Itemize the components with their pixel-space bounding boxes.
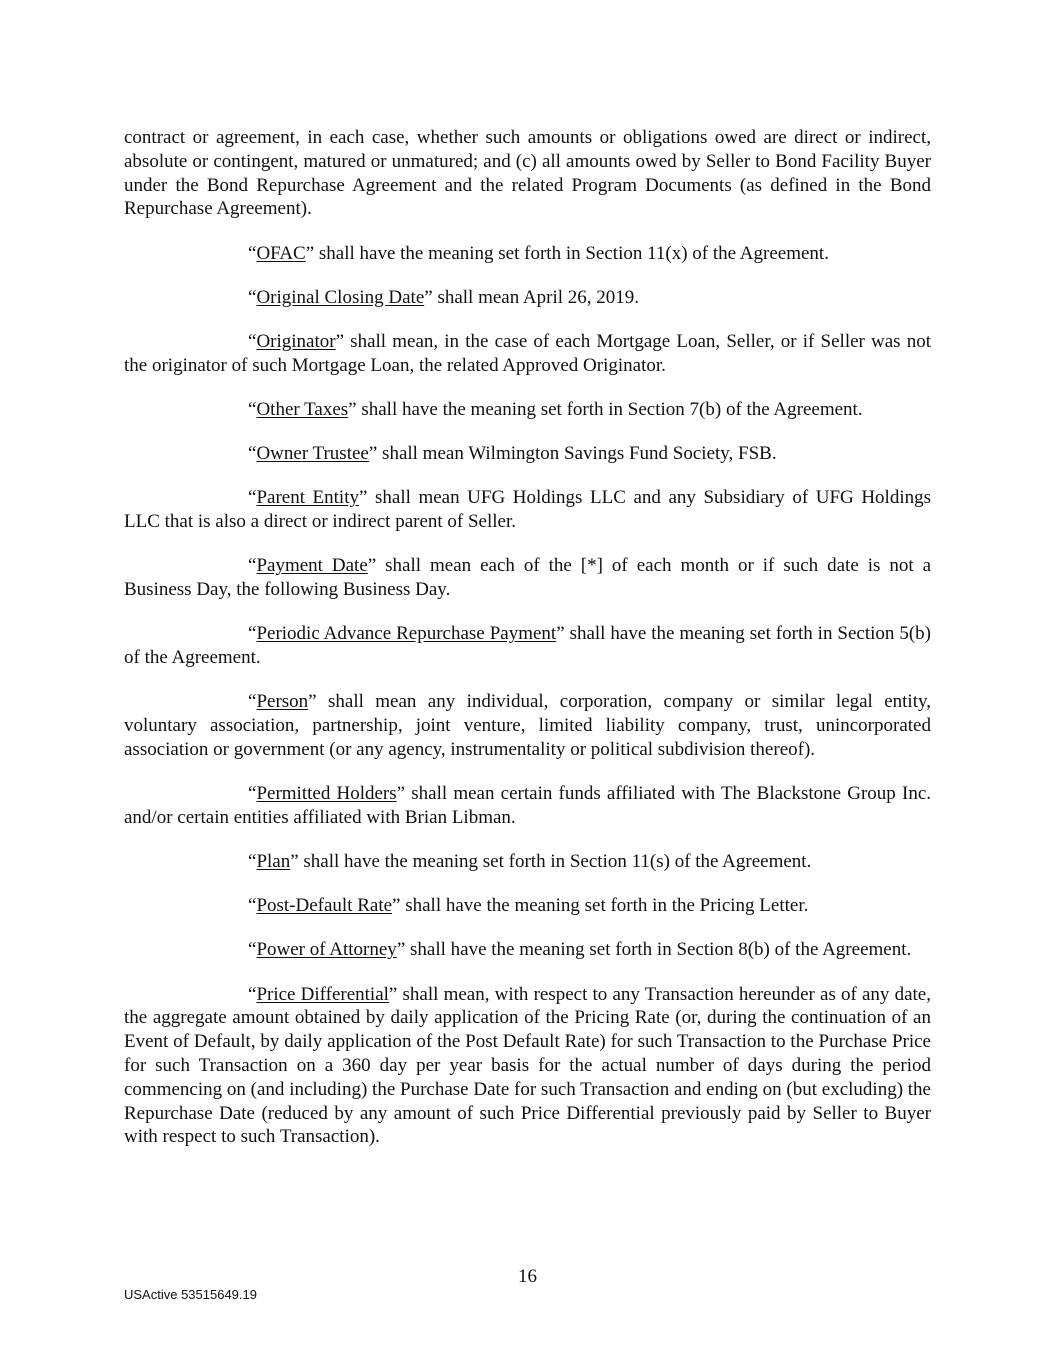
page-number: 16 bbox=[518, 1266, 537, 1287]
definition-text: shall have the meaning set forth in Section 11(s) of the Agreement. bbox=[298, 851, 812, 873]
definition-text: shall mean any individual, corporation, company or similar legal entity, voluntary association, partnership, joint venture, limited liability company, trust, unincorporated association or government (or any agency, instrumentality or political subdivision thereof). bbox=[124, 691, 931, 760]
defined-term: Originator bbox=[256, 330, 336, 352]
defined-term: Other Taxes bbox=[256, 398, 349, 420]
document-body bbox=[124, 126, 931, 1170]
definition-ofac: “OFAC” shall have the meaning set forth in Section 11(x) of the Agreement. bbox=[248, 242, 829, 264]
defined-term: Person bbox=[256, 691, 309, 713]
definition-power-of-attorney: “Power of Attorney” shall have the meaning set forth in Section 8(b) of the Agreement. bbox=[248, 939, 912, 961]
defined-term: Owner Trustee bbox=[256, 443, 369, 465]
definition-text: shall have the meaning set forth in Section 5(b) of the Agreement. bbox=[124, 623, 931, 669]
definition-text: shall mean each of the [*] of each month or if such date is not a Business Day, the following Business Day. bbox=[124, 555, 932, 601]
definition-owner-trustee: “Owner Trustee” shall mean Wilmington Savings Fund Society, FSB. bbox=[248, 443, 777, 465]
definition-text: shall mean, in the case of each Mortgage Loan, Seller, or if Seller was not the originator of such Mortgage Loan, the related Approved Originator. bbox=[124, 330, 931, 376]
defined-term: Price Differential bbox=[256, 983, 389, 1005]
definition-original-closing-date: “Original Closing Date” shall mean April 26, 2019. bbox=[248, 286, 640, 308]
definition-text: shall mean UFG Holdings LLC and any Subsidiary of UFG Holdings LLC that is also a direct or indirect parent of Seller. bbox=[124, 487, 931, 533]
definition-price-differential: “Price Differential” shall mean, with respect to any Transaction hereunder as of any date, the aggregate amount obtained by daily application of the Pricing Rate (or, during the continuation of an Event of Default, by daily application of the Post Default Rate) for such Transaction to the Purchase Price for such Transaction on a 360 day per year basis for the actual number of days during the period commencing on (and including) the Purchase Date for such Transaction and ending on (but excluding) the Repurchase Date (reduced by any amount of such Price Differential previously paid by Seller to Buyer with respect to such Transaction). bbox=[124, 983, 931, 1148]
document-footer-id: USActive 53515649.19 bbox=[124, 1287, 257, 1302]
definition-payment-date: “Payment Date” shall mean each of the [*] of each month or if such date is not a Business Day, the following Business Day. bbox=[124, 555, 932, 601]
definition-other-taxes: “Other Taxes” shall have the meaning set forth in Section 7(b) of the Agreement. bbox=[248, 398, 863, 420]
defined-term: Periodic Advance Repurchase Payment bbox=[256, 623, 557, 645]
definition-text: shall have the meaning set forth in Section 8(b) of the Agreement. bbox=[405, 939, 912, 961]
defined-term: OFAC bbox=[256, 242, 306, 264]
definition-parent-entity: “Parent Entity” shall mean UFG Holdings LLC and any Subsidiary of UFG Holdings LLC that is also a direct or indirect parent of Seller. bbox=[124, 487, 931, 533]
defined-term: Plan bbox=[256, 851, 291, 873]
definition-originator: “Originator” shall mean, in the case of each Mortgage Loan, Seller, or if Seller was not the originator of such Mortgage Loan, the related Approved Originator. bbox=[124, 330, 931, 376]
definition-text: shall have the meaning set forth in the Pricing Letter. bbox=[400, 895, 809, 917]
defined-term: Permitted Holders bbox=[256, 783, 397, 805]
definition-periodic-advance-repurchase-payment: “Periodic Advance Repurchase Payment” shall have the meaning set forth in Section 5(b) of the Agreement. bbox=[124, 623, 931, 669]
definition-text: shall mean certain funds affiliated with The Blackstone Group Inc. and/or certain entities affiliated with Brian Libman. bbox=[124, 783, 932, 828]
definition-post-default-rate: “Post-Default Rate” shall have the meaning set forth in the Pricing Letter. bbox=[248, 895, 809, 917]
defined-term: Original Closing Date bbox=[256, 286, 425, 308]
definition-text: shall mean Wilmington Savings Fund Society, FSB. bbox=[377, 443, 777, 465]
defined-term: Post-Default Rate bbox=[256, 895, 393, 917]
definition-person: “Person” shall mean any individual, corporation, company or similar legal entity, voluntary association, partnership, joint venture, limited liability company, trust, unincorporated association or government (or any agency, instrumentality or political subdivision thereof). bbox=[124, 691, 931, 760]
definition-permitted-holders: “Permitted Holders” shall mean certain funds affiliated with The Blackstone Group Inc. and/or certain entities affiliated with Brian Libman. bbox=[124, 783, 932, 828]
definition-text: shall mean, with respect to any Transaction hereunder as of any date, the aggregate amount obtained by daily application of the Pricing Rate (or, during the continuation of an Event of Default, by daily application of the Post Default Rate) for such Transaction to the Purchase Price for such Transaction on a 360 day per year basis for the actual number of days during the period commencing on (and including) the Purchase Date for such Transaction and ending on (but excluding) the Repurchase Date (reduced by any amount of such Price Differential previously paid by Seller to Buyer with respect to such Transaction). bbox=[124, 983, 931, 1148]
defined-term: Parent Entity bbox=[256, 487, 359, 509]
definition-plan: “Plan” shall have the meaning set forth in Section 11(s) of the Agreement. bbox=[248, 851, 812, 873]
definition-text: shall have the meaning set forth in Section 11(x) of the Agreement. bbox=[314, 242, 829, 264]
defined-term: Payment Date bbox=[256, 555, 368, 577]
defined-term: Power of Attorney bbox=[256, 939, 397, 961]
continuation-paragraph: contract or agreement, in each case, whether such amounts or obligations owed are direct or indirect, absolute or contingent, matured or unmatured; and (c) all amounts owed by Seller to Bond Facility Buyer under the Bond Repurchase Agreement and the related Program Documents (as defined in the Bond Repurchase Agreement). bbox=[124, 127, 931, 220]
definition-text: shall mean April 26, 2019. bbox=[432, 286, 640, 308]
definition-text: shall have the meaning set forth in Section 7(b) of the Agreement. bbox=[356, 398, 863, 420]
